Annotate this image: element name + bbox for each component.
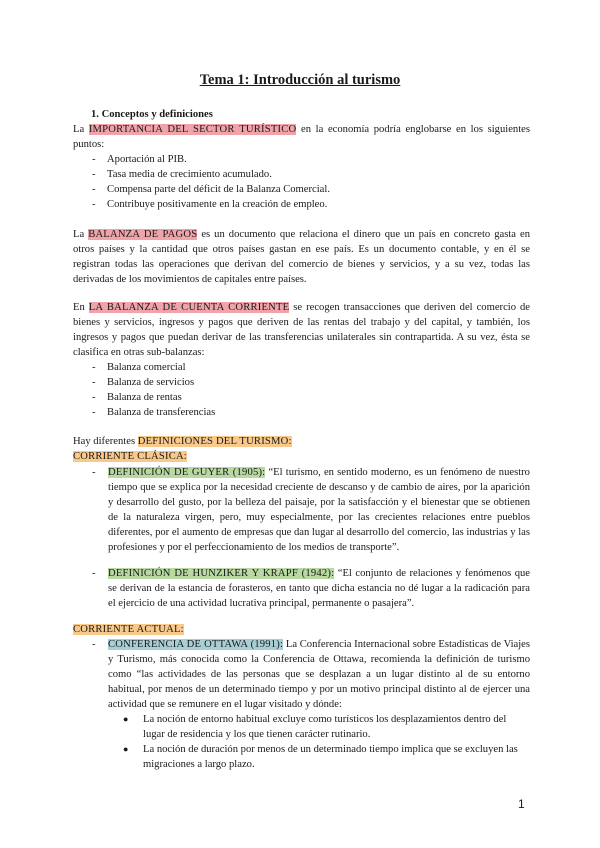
- section-heading: 1. Conceptos y definiciones: [91, 109, 213, 120]
- list-item: - Tasa media de crecimiento acumulado.: [73, 167, 530, 182]
- list-item: [73, 465, 530, 555]
- list-item: ● La noción de duración por menos de un determinado tiempo implica que se excluyen las migraciones a largo plazo.: [73, 742, 530, 772]
- balanza-pre: La: [73, 229, 89, 240]
- corriente-actual-label: [73, 622, 530, 637]
- ottawa-points: [73, 712, 530, 772]
- cuenta-pre: En: [73, 302, 89, 313]
- importancia-highlight: IMPORTANCIA DEL SECTOR TURÍSTICO: [88, 124, 297, 135]
- clasica-list: [73, 465, 530, 555]
- cuenta-paragraph: [73, 300, 530, 360]
- definiciones-highlight: DEFINICIONES DEL TURISMO:: [137, 436, 292, 447]
- definiciones-intro: [73, 434, 530, 449]
- corriente-clasica-label: [73, 449, 530, 464]
- hunziker-text: “El conjunto de relaciones y fenómenos que se derivan de la estancia de forasteros, en tanto que dicha estancia no dé lugar a la radicación para el ejercicio de una actividad lucrativa principal, permanente o pasajera”.: [108, 568, 531, 609]
- ottawa-highlight: CONFERENCIA DE OTTAWA (1991):: [108, 639, 284, 650]
- definiciones-pre: Hay diferentes: [73, 436, 138, 447]
- importancia-post: en la economía podría englobarse en los siguientes puntos:: [73, 124, 530, 150]
- hunziker-list: [73, 566, 530, 611]
- list-item: - Balanza de rentas: [73, 390, 530, 405]
- importancia-list: [73, 152, 530, 212]
- importancia-paragraph: [73, 122, 530, 152]
- list-item: - Balanza de transferencias: [73, 405, 530, 420]
- page-number: 1: [518, 797, 525, 811]
- list-item: - Balanza comercial: [73, 360, 530, 375]
- ottawa-text: La Conferencia Internacional sobre Estadísticas de Viajes y Turismo, más conocida como la Conferencia de Ottawa, recomienda la definición de turismo como “las actividades de las personas que se desplazan a un lugar distinto al de su entorno habitual, por menos de un determinado tiempo y por un motivo principal distinto al de ejercer una actividad que se remunere en el lugar visitado y dónde:: [108, 639, 530, 710]
- list-item: [73, 566, 530, 611]
- sub-balanzas-list: [73, 360, 530, 420]
- balanza-highlight: BALANZA DE PAGOS: [88, 229, 198, 240]
- corriente-clasica-highlight: CORRIENTE CLÁSICA:: [73, 451, 187, 462]
- cuenta-highlight: LA BALANZA DE CUENTA CORRIENTE: [88, 302, 290, 313]
- list-item: - Aportación al PIB.: [73, 152, 530, 167]
- guyer-text: “El turismo, en sentido moderno, es un fenómeno de nuestro tiempo que se explica por la necesidad creciente de descanso y de cambio de aires, por la aparición y desarrollo del gusto, por la belleza del paisaje, por la satisfacción y el bienestar que se obtienen de la naturaleza virgen, pero, muy especialmente, por las crecientes relaciones entre pueblos diferentes, por el aumento de empresas que dan lugar al desarrollo del comercio, las industrias y las profesiones y por el perfeccionamiento de los medios de transporte”.: [108, 467, 530, 553]
- page-title: Tema 1: Introducción al turismo: [199, 72, 401, 88]
- hunziker-highlight: DEFINICIÓN DE HUNZIKER Y KRAPF (1942):: [108, 568, 335, 579]
- guyer-highlight: DEFINICIÓN DE GUYER (1905):: [108, 467, 266, 478]
- list-item: - Compensa parte del déficit de la Balanza Comercial.: [73, 182, 530, 197]
- list-item: [73, 637, 530, 712]
- list-item: - Balanza de servicios: [73, 375, 530, 390]
- balanza-post: es un documento que relaciona el dinero que un país en concreto gasta en otros países y la cantidad que otros países gastan en ese país. Es un documento contable, y en él se registran todas las operaciones que derivan del comercio de bienes y servicios, y a su vez, todas las derivadas de los movimientos de capitales entre países.: [73, 229, 530, 285]
- list-item: - Contribuye positivamente en la creación de empleo.: [73, 197, 530, 212]
- corriente-actual-highlight: CORRIENTE ACTUAL:: [73, 624, 184, 635]
- cuenta-post: se recogen transacciones que deriven del comercio de bienes y servicios, ingresos y pagos que deriven de las rentas del trabajo y del capital, y también, los ingresos y pagos que puedan derivar de las transferencias unilaterales sin contrapartida. A su vez, ésta se clasifica en otras sub-balanzas:: [73, 302, 530, 358]
- importancia-pre: La: [73, 124, 89, 135]
- actual-list: [73, 637, 530, 712]
- balanza-paragraph: [73, 227, 530, 287]
- list-item: ● La noción de entorno habitual excluye como turísticos los desplazamientos dentro del lugar de residencia y los que tienen carácter rutinario.: [73, 712, 530, 742]
